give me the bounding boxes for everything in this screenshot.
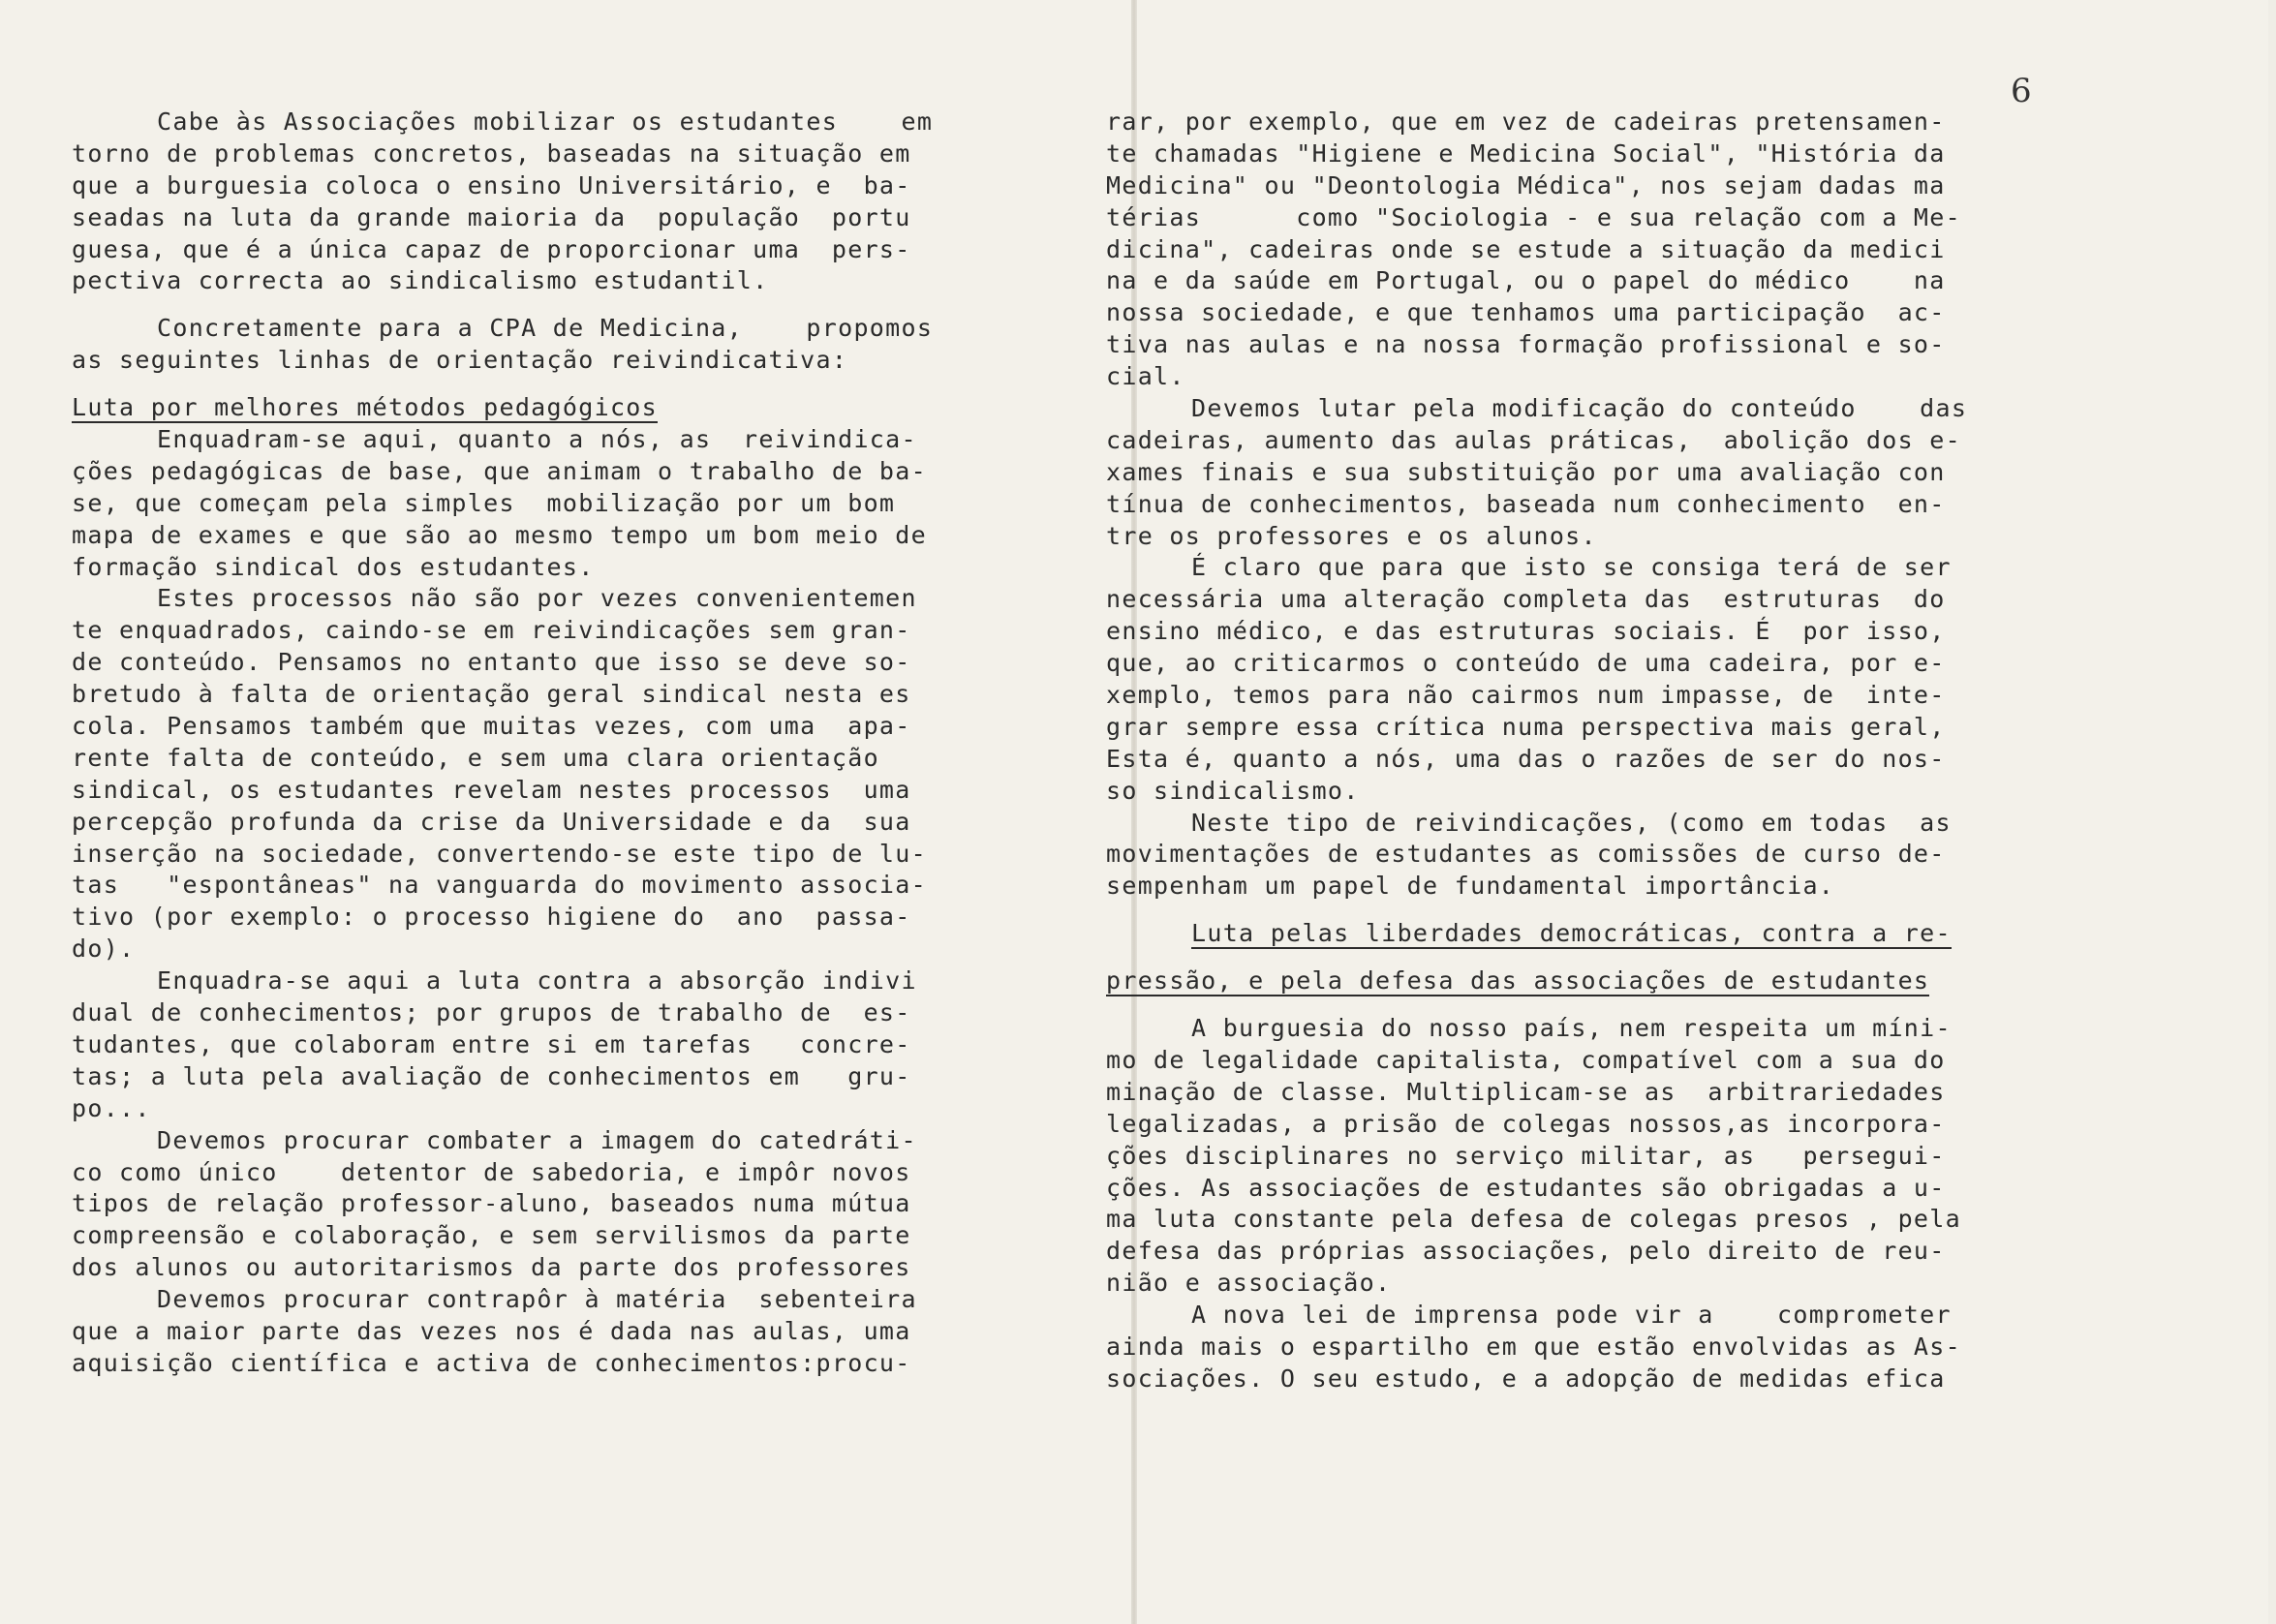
text-line: Esta é, quanto a nós, uma das o razões de ser do nos- bbox=[1106, 744, 1946, 773]
text-line: dos alunos ou autoritarismos da parte dos professores bbox=[72, 1253, 911, 1282]
text-line: ma luta constante pela defesa de colegas presos , pela bbox=[1106, 1205, 1961, 1234]
text-line: inserção na sociedade, convertendo-se este tipo de lu- bbox=[72, 839, 927, 868]
text-line: aquisição científica e activa de conhecimentos:procu- bbox=[72, 1348, 911, 1377]
paragraph-gap bbox=[1106, 950, 2042, 965]
section-heading bbox=[1106, 918, 2042, 950]
text-line: Neste tipo de reivindicações, (como em todas as bbox=[1191, 808, 1952, 837]
text-line: Estes processos não são por vezes convenientemen bbox=[157, 584, 917, 613]
text-line: mapa de exames e que são ao mesmo tempo um bom meio de bbox=[72, 520, 927, 549]
text-line: legalizadas, a prisão de colegas nossos,as incorpora- bbox=[1106, 1109, 1946, 1138]
text-line: tas "espontâneas" na vanguarda do movimento associa- bbox=[72, 871, 927, 900]
text-line: ensino médico, e das estruturas sociais. É por isso, bbox=[1106, 617, 1946, 646]
text-line: te enquadrados, caindo-se em reivindicações sem gran- bbox=[72, 616, 911, 645]
text-line: tre os professores e os alunos. bbox=[1106, 521, 1597, 550]
text-line: torno de problemas concretos, baseadas na situação em bbox=[72, 138, 911, 168]
paragraph-gap bbox=[1106, 903, 2042, 918]
text-line: na e da saúde em Portugal, ou o papel do médico na bbox=[1106, 266, 1946, 295]
text-line: de conteúdo. Pensamos no entanto que isso se deve so- bbox=[72, 648, 911, 677]
text-line: tas; a luta pela avaliação de conhecimentos em gru- bbox=[72, 1061, 911, 1090]
text-line: Devemos procurar contrapôr à matéria sebenteira bbox=[157, 1285, 917, 1314]
text-line: do). bbox=[72, 935, 136, 964]
text-line: movimentações de estudantes as comissões de curso de- bbox=[1106, 840, 1946, 869]
text-line: percepção profunda da crise da Universidade e da sua bbox=[72, 807, 911, 836]
text-line: so sindicalismo. bbox=[1106, 776, 1360, 805]
right-column-text bbox=[1106, 107, 2042, 1395]
text-line: se, que começam pela simples mobilização por um bom bbox=[72, 488, 896, 517]
text-line: tivo (por exemplo: o processo higiene do ano passa- bbox=[72, 903, 911, 932]
text-line: rente falta de conteúdo, e sem uma clara orientação bbox=[72, 743, 879, 772]
text-line: mo de legalidade capitalista, compatível com a sua do bbox=[1106, 1045, 1946, 1074]
text-line: formação sindical dos estudantes. bbox=[72, 552, 595, 581]
text-line: Devemos procurar combater a imagem do catedráti- bbox=[157, 1125, 917, 1154]
text-line: Cabe às Associações mobilizar os estudantes em bbox=[157, 107, 934, 136]
text-line: A nova lei de imprensa pode vir a comprometer bbox=[1191, 1301, 1952, 1330]
text-line: grar sempre essa crítica numa perspectiva mais geral, bbox=[1106, 712, 1946, 741]
text-line: as seguintes linhas de orientação reivindicativa: bbox=[72, 346, 848, 375]
text-line: dicina", cadeiras onde se estude a situação da medici bbox=[1106, 234, 1946, 263]
text-line: tipos de relação professor-aluno, baseados numa mútua bbox=[72, 1189, 911, 1218]
text-line: tiva nas aulas e na nossa formação profissional e so- bbox=[1106, 330, 1946, 359]
text-line: ções pedagógicas de base, que animam o trabalho de ba- bbox=[72, 456, 927, 485]
text-line: cadeiras, aumento das aulas práticas, abolição dos e- bbox=[1106, 425, 1961, 454]
text-line: Concretamente para a CPA de Medicina, propomos bbox=[157, 314, 934, 343]
text-line: po... bbox=[72, 1093, 151, 1122]
paragraph-gap bbox=[72, 377, 1007, 392]
text-line: rar, por exemplo, que em vez de cadeiras pretensamen- bbox=[1106, 107, 1946, 136]
text-line: É claro que para que isto se consiga terá de ser bbox=[1191, 553, 1952, 582]
section-heading bbox=[72, 392, 1007, 424]
text-line: minação de classe. Multiplicam-se as arbitrariedades bbox=[1106, 1077, 1946, 1106]
text-line: sociações. O seu estudo, e a adopção de medidas efica bbox=[1106, 1364, 1946, 1393]
text-line: nião e associação. bbox=[1106, 1269, 1392, 1298]
text-line: sempenham um papel de fundamental importância. bbox=[1106, 872, 1835, 901]
paragraph-gap bbox=[72, 297, 1007, 313]
left-column-text bbox=[72, 107, 1007, 1380]
text-line: térias como "Sociologia - e sua relação com a Me- bbox=[1106, 202, 1961, 231]
page-number: 6 bbox=[2011, 72, 2032, 110]
text-line: bretudo à falta de orientação geral sindical nesta es bbox=[72, 680, 911, 709]
section-heading bbox=[1106, 965, 2042, 997]
text-line: necessária uma alteração completa das estruturas do bbox=[1106, 585, 1946, 614]
text-line: Medicina" ou "Deontologia Médica", nos sejam dadas ma bbox=[1106, 170, 1946, 199]
text-line: ções disciplinares no serviço militar, as persegui- bbox=[1106, 1141, 1946, 1170]
text-line: dual de conhecimentos; por grupos de trabalho de es- bbox=[72, 998, 911, 1027]
text-line: que, ao criticarmos o conteúdo de uma cadeira, por e- bbox=[1106, 649, 1946, 678]
text-line: A burguesia do nosso país, nem respeita um míni- bbox=[1191, 1014, 1952, 1043]
text-line: xemplo, temos para não cairmos num impasse, de inte- bbox=[1106, 681, 1946, 710]
text-line: compreensão e colaboração, e sem servilismos da parte bbox=[72, 1221, 911, 1250]
section-heading-text: pressão, e pela defesa das associações de estudantes bbox=[1106, 965, 1929, 997]
text-line: nossa sociedade, e que tenhamos uma participação ac- bbox=[1106, 298, 1946, 327]
text-line: guesa, que é a única capaz de proporcionar uma pers- bbox=[72, 234, 911, 263]
text-line: ções. As associações de estudantes são obrigadas a u- bbox=[1106, 1173, 1946, 1202]
text-line: ainda mais o espartilho em que estão envolvidas as As- bbox=[1106, 1332, 1961, 1361]
text-line: co como único detentor de sabedoria, e impôr novos bbox=[72, 1157, 911, 1186]
text-line: Enquadram-se aqui, quanto a nós, as reivindica- bbox=[157, 425, 917, 454]
text-line: cola. Pensamos também que muitas vezes, com uma apa- bbox=[72, 712, 911, 741]
text-line: xames finais e sua substituição por uma avaliação con bbox=[1106, 457, 1946, 486]
text-line: seadas na luta da grande maioria da população portu bbox=[72, 202, 911, 231]
text-line: Enquadra-se aqui a luta contra a absorção indivi bbox=[157, 966, 917, 996]
text-line: Devemos lutar pela modificação do conteúdo das bbox=[1191, 394, 1968, 423]
section-heading-text: Luta por melhores métodos pedagógicos bbox=[72, 392, 658, 424]
text-line: tínua de conhecimentos, baseada num conhecimento en- bbox=[1106, 489, 1946, 518]
text-line: sindical, os estudantes revelam nestes processos uma bbox=[72, 775, 911, 804]
text-line: te chamadas "Higiene e Medicina Social", "História da bbox=[1106, 138, 1946, 168]
text-line: pectiva correcta ao sindicalismo estudantil. bbox=[72, 266, 769, 295]
text-line: que a burguesia coloca o ensino Universitário, e ba- bbox=[72, 170, 911, 199]
text-line: defesa das próprias associações, pelo direito de reu- bbox=[1106, 1237, 1946, 1266]
text-line: cial. bbox=[1106, 362, 1185, 391]
text-line: que a maior parte das vezes nos é dada nas aulas, uma bbox=[72, 1316, 911, 1345]
text-line: tudantes, que colaboram entre si em tarefas concre- bbox=[72, 1029, 911, 1058]
section-heading-text: Luta pelas liberdades democráticas, contra a re- bbox=[1191, 918, 1952, 950]
paragraph-gap bbox=[1106, 997, 2042, 1013]
